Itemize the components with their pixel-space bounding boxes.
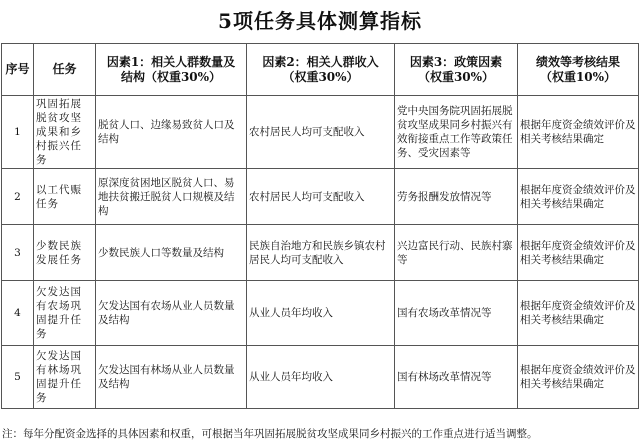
header-factor2 [247,44,395,96]
cell-factor1: 脱贫人口、边缘易致贫人口及结构 [96,96,247,169]
cell-factor1: 少数民族人口等数量及结构 [96,225,247,281]
header-factor3-line1: 因素3：政策因素 [409,54,503,69]
table-row [2,169,639,225]
cell-factor1: 欠发达国有林场从业人员数量及结构 [96,346,247,409]
cell-task: 以工代赈任务 [34,169,96,225]
header-factor2-line1: 因素2：相关人群收入 [262,54,379,69]
header-factor2-line2: （权重30%） [282,69,359,84]
cell-performance: 根据年度资金绩效评价及相关考核结果确定 [518,225,639,281]
cell-factor3: 党中央国务院巩固拓展脱贫攻坚成果同乡村振兴有效衔接重点工作等政策任务、受灾因素等 [395,96,518,169]
header-factor3-line2: （权重30%） [417,69,495,84]
header-task: 任务 [34,44,96,96]
cell-task: 少数民族发展任务 [34,225,96,281]
table-row [2,96,639,169]
cell-factor2: 从业人员年均收入 [247,281,395,346]
cell-factor1: 原深度贫困地区脱贫人口、易地扶贫搬迁脱贫人口规模及结构 [96,169,247,225]
cell-performance: 根据年度资金绩效评价及相关考核结果确定 [518,96,639,169]
table-footnote: 注：每年分配资金选择的具体因素和权重，可根据当年巩固拓展脱贫攻坚成果同乡村振兴的工作重点进行适当调整。 [2,428,538,440]
cell-performance: 根据年度资金绩效评价及相关考核结果确定 [518,281,639,346]
header-performance-line2: （权重10%） [539,69,617,84]
cell-factor3: 劳务报酬发放情况等 [395,169,518,225]
cell-no: 4 [2,281,34,346]
cell-no: 2 [2,169,34,225]
cell-no: 5 [2,346,34,409]
page-title: 5项任务具体测算指标 [218,9,422,33]
cell-factor3: 国有林场改革情况等 [395,346,518,409]
cell-factor2: 从业人员年均收入 [247,346,395,409]
header-performance-line1: 绩效等考核结果 [535,54,620,69]
cell-no: 3 [2,225,34,281]
cell-performance: 根据年度资金绩效评价及相关考核结果确定 [518,346,639,409]
cell-task: 欠发达国有林场巩固提升任务 [34,346,96,409]
header-factor1 [96,44,247,96]
table-row [2,281,639,346]
header-factor1-line2: 结构（权重30%） [120,69,222,84]
indicator-table [1,43,639,409]
cell-factor3: 国有农场改革情况等 [395,281,518,346]
header-no: 序号 [2,44,34,96]
header-factor3 [395,44,518,96]
cell-performance: 根据年度资金绩效评价及相关考核结果确定 [518,169,639,225]
table-row [2,346,639,409]
cell-factor2: 农村居民人均可支配收入 [247,96,395,169]
cell-factor2: 农村居民人均可支配收入 [247,169,395,225]
cell-factor3: 兴边富民行动、民族村寨等 [395,225,518,281]
table-header-row [2,44,639,96]
cell-factor2: 民族自治地方和民族乡镇农村居民人均可支配收入 [247,225,395,281]
header-performance [518,44,639,96]
table-row [2,225,639,281]
cell-factor1: 欠发达国有农场从业人员数量及结构 [96,281,247,346]
header-factor1-line1: 因素1：相关人群数量及 [106,54,236,69]
cell-no: 1 [2,96,34,169]
cell-task: 巩固拓展脱贫攻坚成果和乡村振兴任务 [34,96,96,169]
cell-task: 欠发达国有农场巩固提升任务 [34,281,96,346]
